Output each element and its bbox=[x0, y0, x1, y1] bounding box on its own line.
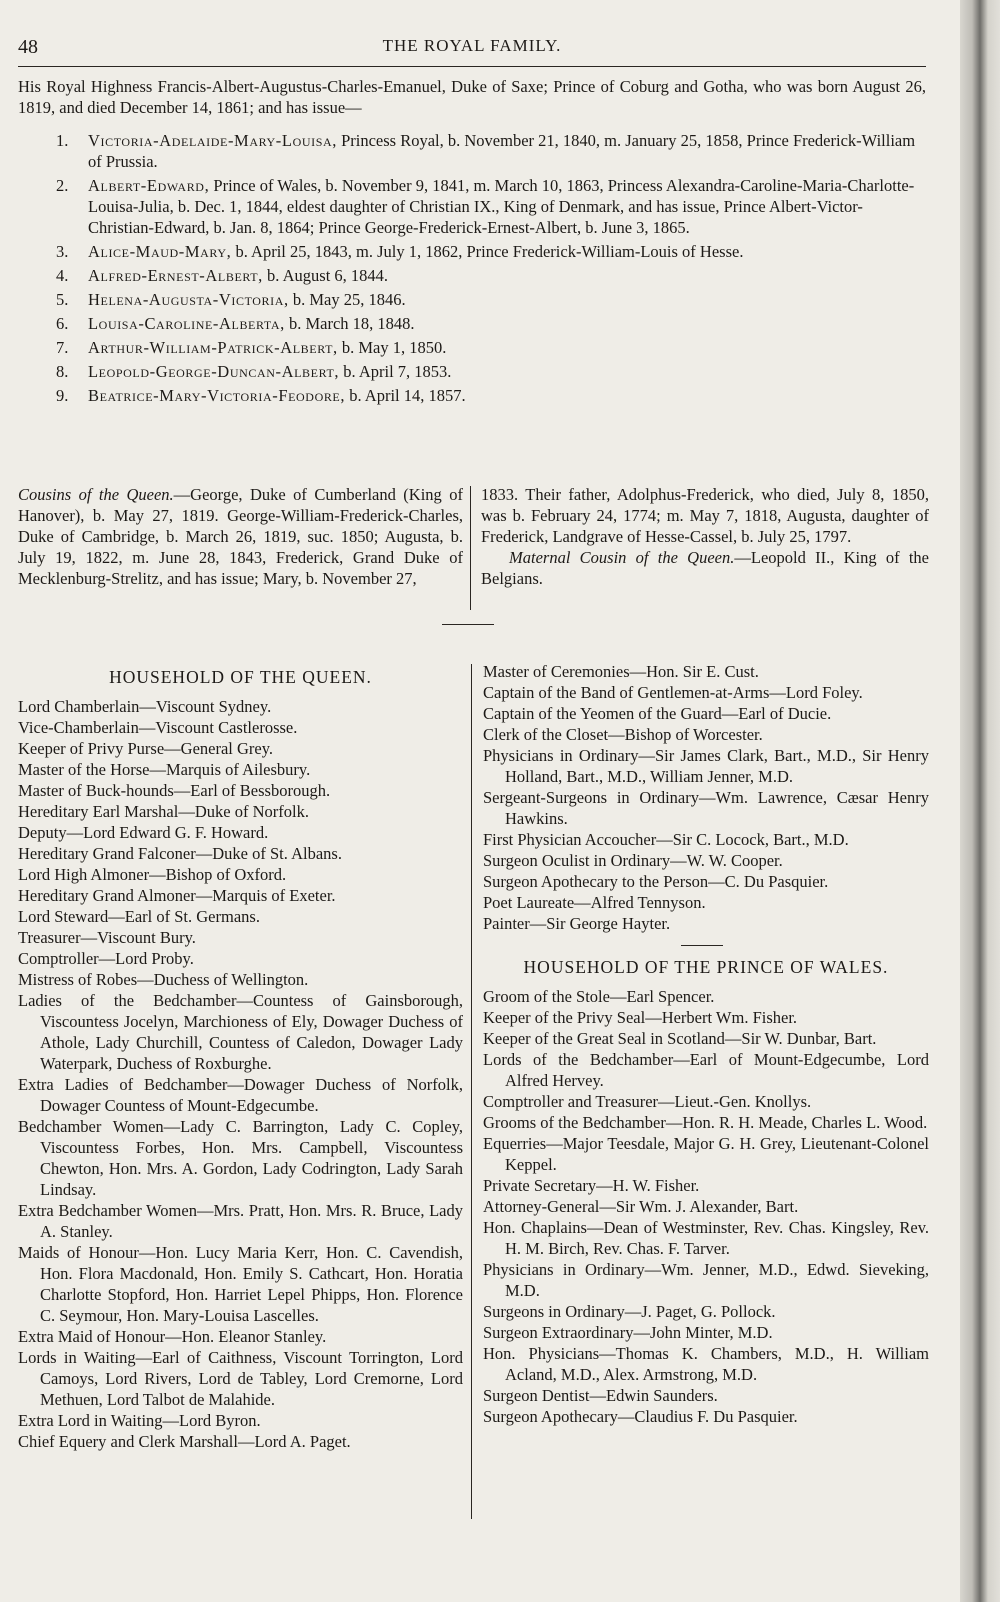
list-item: Physicians in Ordinary—Wm. Jenner, M.D., Edwd. Sieveking, M.D. bbox=[483, 1260, 929, 1300]
child-name: Albert-Edward, bbox=[88, 176, 210, 195]
list-item: Surgeon Dentist—Edwin Saunders. bbox=[483, 1386, 718, 1405]
list-item: Vice-Chamberlain—Viscount Castlerosse. bbox=[18, 718, 298, 737]
list-item bbox=[18, 337, 926, 358]
list-item: Keeper of the Privy Seal—Herbert Wm. Fisher. bbox=[483, 1008, 798, 1027]
list-item: Grooms of the Bedchamber—Hon. R. H. Meade, Charles L. Wood. bbox=[483, 1113, 928, 1132]
list-item: Chief Equery and Clerk Marshall—Lord A. Paget. bbox=[18, 1432, 351, 1451]
list-item: Deputy—Lord Edward G. F. Howard. bbox=[18, 823, 269, 842]
child-details: Princess Royal, b. November 21, 1840, m. January 25, 1858, Prince Frederick-William of Prussia. bbox=[88, 131, 916, 171]
section-divider bbox=[681, 945, 723, 946]
list-item: Extra Maid of Honour—Hon. Eleanor Stanley. bbox=[18, 1327, 327, 1346]
list-item: Surgeons in Ordinary—J. Paget, G. Pollock. bbox=[483, 1302, 776, 1321]
child-details: b. April 25, 1843, m. July 1, 1862, Prince Frederick-William-Louis of Hesse. bbox=[231, 242, 744, 261]
list-item: Keeper of Privy Purse—General Grey. bbox=[18, 739, 274, 758]
list-item bbox=[18, 385, 926, 406]
column-rule bbox=[471, 664, 472, 1519]
page-header bbox=[18, 36, 926, 64]
list-item: Surgeon Apothecary—Claudius F. Du Pasquier. bbox=[483, 1407, 798, 1426]
list-item: Sergeant-Surgeons in Ordinary—Wm. Lawrence, Cæsar Henry Hawkins. bbox=[483, 788, 929, 828]
child-name: Arthur-William-Patrick-Albert, bbox=[88, 338, 338, 357]
section-title: HOUSEHOLD OF THE PRINCE OF WALES. bbox=[523, 957, 889, 977]
cousins-continued bbox=[481, 484, 929, 589]
children-list bbox=[18, 130, 926, 409]
list-item: Poet Laureate—Alfred Tennyson. bbox=[483, 893, 706, 912]
child-number: 1. bbox=[56, 131, 69, 150]
list-item: Hereditary Grand Almoner—Marquis of Exeter. bbox=[18, 886, 336, 905]
child-number: 5. bbox=[56, 290, 69, 309]
list-item: Extra Lord in Waiting—Lord Byron. bbox=[18, 1411, 261, 1430]
running-title: THE ROYAL FAMILY. bbox=[382, 36, 562, 55]
child-number: 6. bbox=[56, 314, 69, 333]
list-item: Bedchamber Women—Lady C. Barrington, Lady C. Copley, Viscountess Forbes, Hon. Mrs. Campbell, Viscountess Chewton, Hon. Mrs. A. Gordon, Lady Codrington, Lady Sarah Lindsay. bbox=[18, 1117, 463, 1199]
child-name: Helena-Augusta-Victoria, bbox=[88, 290, 289, 309]
child-details: b. August 6, 1844. bbox=[262, 266, 389, 285]
maternal-cousin-label: Maternal Cousin of the Queen. bbox=[509, 548, 735, 567]
list-item: Hon. Physicians—Thomas K. Chambers, M.D., H. William Acland, M.D., Alex. Armstrong, M.D. bbox=[483, 1344, 929, 1384]
list-item bbox=[18, 313, 926, 334]
household-queen-column bbox=[18, 667, 463, 1452]
child-number: 7. bbox=[56, 338, 69, 357]
list-item: Extra Ladies of Bedchamber—Dowager Duchess of Norfolk, Dowager Countess of Mount-Edgecumbe. bbox=[18, 1075, 463, 1115]
child-details: b. May 1, 1850. bbox=[337, 338, 447, 357]
list-item: Master of Ceremonies—Hon. Sir E. Cust. bbox=[483, 662, 759, 681]
list-item: Surgeon Oculist in Ordinary—W. W. Cooper. bbox=[483, 851, 783, 870]
child-number: 2. bbox=[56, 176, 69, 195]
list-item: First Physician Accoucher—Sir C. Locock, Bart., M.D. bbox=[483, 830, 849, 849]
list-item: Ladies of the Bedchamber—Countess of Gainsborough, Viscountess Jocelyn, Marchioness of Ely, Dowager Duchess of Athole, Lady Churchill, Countess of Caledon, Dowager Lady Waterpark, Duchess of Roxburghe. bbox=[18, 991, 463, 1073]
child-details: b. March 18, 1848. bbox=[284, 314, 415, 333]
list-item: Attorney-General—Sir Wm. J. Alexander, Bart. bbox=[483, 1197, 799, 1216]
list-item: Surgeon Apothecary to the Person—C. Du Pasquier. bbox=[483, 872, 829, 891]
child-name: Victoria-Adelaide-Mary-Louisa, bbox=[88, 131, 337, 150]
child-details: Prince of Wales, b. November 9, 1841, m. March 10, 1863, Princess Alexandra-Caroline-Maria-Charlotte-Louisa-Julia, b. Dec. 1, 1844, eldest daughter of Christian IX., King of Denmark, and has issue, Prince Albert-Victor-Christian-Edward, b. Jan. 8, 1864; Prince George-Frederick-Ernest-Albert, b. June 3, 1865. bbox=[88, 176, 915, 237]
section-title: HOUSEHOLD OF THE QUEEN. bbox=[109, 667, 372, 687]
list-item: Comptroller and Treasurer—Lieut.-Gen. Knollys. bbox=[483, 1092, 812, 1111]
child-number: 4. bbox=[56, 266, 69, 285]
child-details: b. April 7, 1853. bbox=[339, 362, 452, 381]
list-item: Treasurer—Viscount Bury. bbox=[18, 928, 196, 947]
list-item bbox=[18, 361, 926, 382]
child-name: Leopold-George-Duncan-Albert, bbox=[88, 362, 340, 381]
header-rule bbox=[18, 66, 926, 67]
list-item: Mistress of Robes—Duchess of Wellington. bbox=[18, 970, 309, 989]
list-item: Clerk of the Closet—Bishop of Worcester. bbox=[483, 725, 763, 744]
list-item: Extra Bedchamber Women—Mrs. Pratt, Hon. Mrs. R. Bruce, Lady A. Stanley. bbox=[18, 1201, 463, 1241]
list-item: Master of the Horse—Marquis of Ailesbury. bbox=[18, 760, 311, 779]
list-item bbox=[18, 289, 926, 310]
cousins-text: —George, Duke of Cumberland (King of Hanover), b. May 27, 1819. George-William-Frederick-Charles, Duke of Cambridge, b. March 26, 1819, suc. 1850; Augusta, b. July 19, 1822, m. June 28, 1843, Frederick, Grand Duke of Mecklenburg-Strelitz, and has issue; Mary, b. November 27, bbox=[18, 485, 463, 588]
cousins-label: Cousins of the Queen. bbox=[18, 485, 174, 504]
section-divider-wrap bbox=[483, 934, 929, 953]
list-item bbox=[18, 241, 926, 262]
column-rule bbox=[470, 486, 471, 610]
child-name: Beatrice-Mary-Victoria-Feodore, bbox=[88, 386, 346, 405]
cousins-paragraph bbox=[18, 484, 463, 589]
list-item: Lords of the Bedchamber—Earl of Mount-Edgecumbe, Lord Alfred Hervey. bbox=[483, 1050, 929, 1090]
maternal-cousin-text: —Leopold II., King of the Belgians. bbox=[481, 548, 929, 588]
list-item bbox=[18, 265, 926, 286]
list-item: Comptroller—Lord Proby. bbox=[18, 949, 194, 968]
list-item: Maids of Honour—Hon. Lucy Maria Kerr, Hon. C. Cavendish, Hon. Flora Macdonald, Hon. Emily S. Cathcart, Hon. Horatia Charlotte Stopford, Hon. Harriet Lepel Phipps, Hon. Florence C. Seymour, Hon. Mary-Louisa Lascelles. bbox=[18, 1243, 463, 1325]
child-number: 8. bbox=[56, 362, 69, 381]
child-number: 9. bbox=[56, 386, 69, 405]
right-column bbox=[483, 661, 929, 1427]
child-details: b. April 14, 1857. bbox=[345, 386, 466, 405]
list-item: Master of Buck-hounds—Earl of Bessborough. bbox=[18, 781, 331, 800]
list-item: Hereditary Grand Falconer—Duke of St. Albans. bbox=[18, 844, 342, 863]
book-binding-edge bbox=[960, 0, 1000, 1602]
maternal-cousin-paragraph bbox=[481, 547, 929, 589]
child-name: Louisa-Caroline-Alberta, bbox=[88, 314, 285, 333]
list-item bbox=[18, 130, 926, 172]
list-item: Equerries—Major Teesdale, Major G. H. Grey, Lieutenant-Colonel Keppel. bbox=[483, 1134, 929, 1174]
list-item: Physicians in Ordinary—Sir James Clark, Bart., M.D., Sir Henry Holland, Bart., M.D., William Jenner, M.D. bbox=[483, 746, 929, 786]
cousins-text-continued: 1833. Their father, Adolphus-Frederick, who died, July 8, 1850, was b. February 24, 1774; m. May 7, 1818, Augusta, daughter of Frederick, Landgrave of Hesse-Cassel, b. July 25, 1797. bbox=[481, 485, 929, 546]
list-item: Surgeon Extraordinary—John Minter, M.D. bbox=[483, 1323, 773, 1342]
section-divider bbox=[442, 624, 494, 625]
list-item: Painter—Sir George Hayter. bbox=[483, 914, 671, 933]
child-number: 3. bbox=[56, 242, 69, 261]
list-item: Captain of the Band of Gentlemen-at-Arms—Lord Foley. bbox=[483, 683, 863, 702]
list-item: Hereditary Earl Marshal—Duke of Norfolk. bbox=[18, 802, 309, 821]
prince-consort-intro: His Royal Highness Francis-Albert-Augustus-Charles-Emanuel, Duke of Saxe; Prince of Coburg and Gotha, who was born August 26, 1819, and died December 14, 1861; and has issue— bbox=[18, 77, 926, 117]
child-name: Alice-Maud-Mary, bbox=[88, 242, 232, 261]
list-item: Captain of the Yeomen of the Guard—Earl of Ducie. bbox=[483, 704, 832, 723]
list-item: Lords in Waiting—Earl of Caithness, Viscount Torrington, Lord Camoys, Lord Rivers, Lord de Tabley, Lord Cremorne, Lord Methuen, Lord Talbot de Malahide. bbox=[18, 1348, 463, 1409]
list-item: Lord Steward—Earl of St. Germans. bbox=[18, 907, 260, 926]
list-item: Lord High Almoner—Bishop of Oxford. bbox=[18, 865, 287, 884]
child-name: Alfred-Ernest-Albert, bbox=[88, 266, 263, 285]
list-item: Keeper of the Great Seal in Scotland—Sir W. Dunbar, Bart. bbox=[483, 1029, 877, 1048]
list-item: Lord Chamberlain—Viscount Sydney. bbox=[18, 697, 272, 716]
child-details: b. May 25, 1846. bbox=[288, 290, 406, 309]
list-item bbox=[18, 175, 926, 238]
list-item: Private Secretary—H. W. Fisher. bbox=[483, 1176, 700, 1195]
page-number: 48 bbox=[18, 36, 38, 58]
list-item: Groom of the Stole—Earl Spencer. bbox=[483, 987, 715, 1006]
list-item: Hon. Chaplains—Dean of Westminster, Rev. Chas. Kingsley, Rev. H. M. Birch, Rev. Chas. F. Tarver. bbox=[483, 1218, 929, 1258]
